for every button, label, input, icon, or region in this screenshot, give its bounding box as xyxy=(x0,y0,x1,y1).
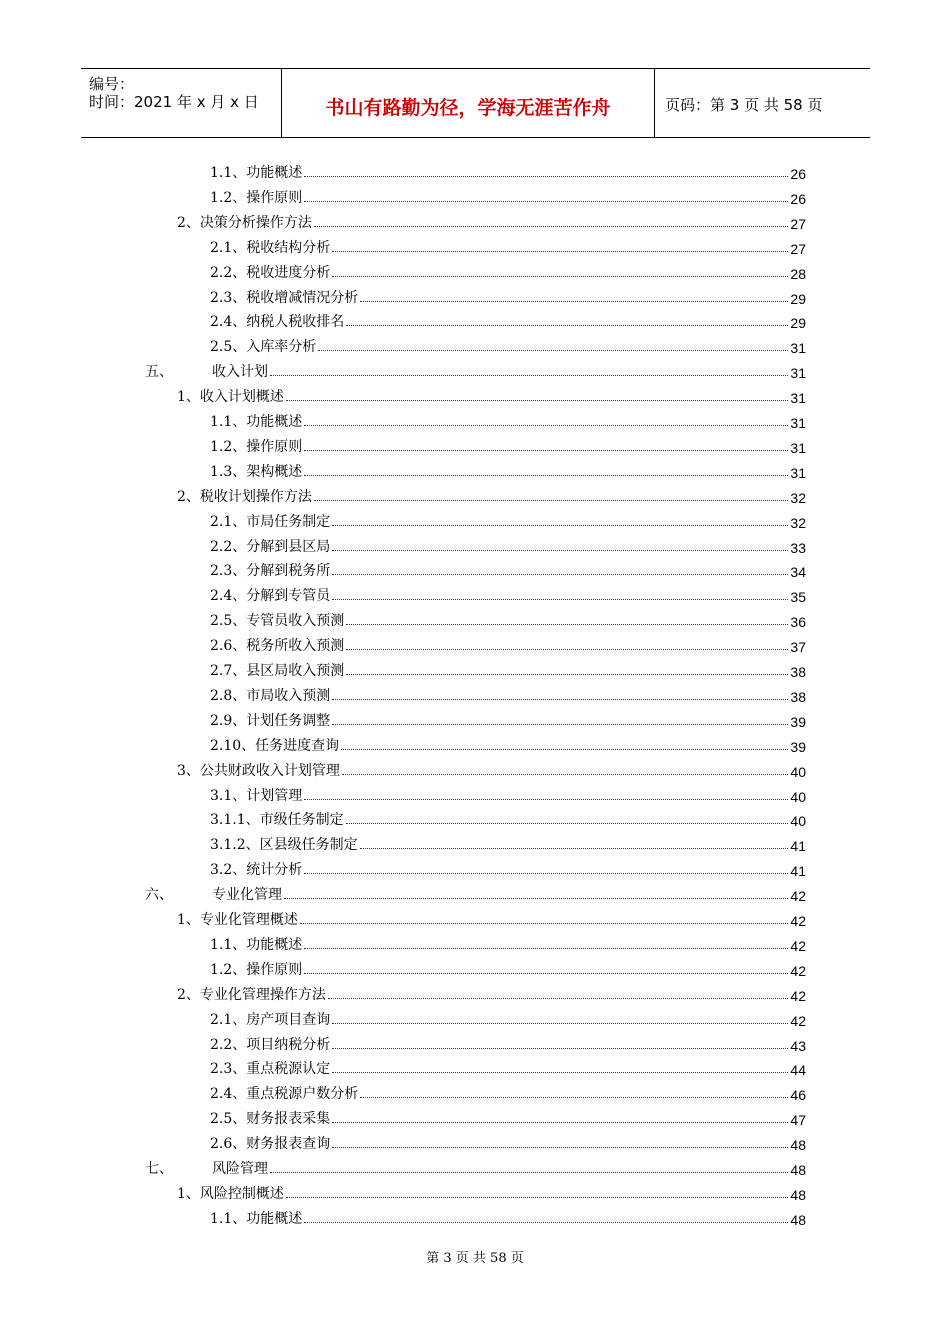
toc-dot-leader xyxy=(332,1023,788,1024)
page-footer: 第 3 页 共 58 页 xyxy=(426,1251,524,1266)
toc-entry[interactable] xyxy=(210,658,806,680)
toc-dot-leader xyxy=(346,624,788,625)
toc-dot-leader xyxy=(304,799,788,800)
toc-dot-leader xyxy=(304,176,788,177)
toc-entry-title: 项目纳税分析 xyxy=(246,1036,331,1053)
toc-entry-number: 1.1、 xyxy=(210,1210,247,1227)
toc-entry-page: 32 xyxy=(790,514,806,531)
toc-entry[interactable] xyxy=(210,1032,806,1054)
toc-entry-title: 税收进度分析 xyxy=(246,264,331,281)
toc-entry-number: 2.7、 xyxy=(210,663,247,679)
toc-entry[interactable] xyxy=(210,185,806,207)
toc-dot-leader xyxy=(332,724,788,725)
toc-entry-title: 财务报表查询 xyxy=(246,1136,331,1153)
toc-entry[interactable] xyxy=(210,509,806,531)
toc-entry-page: 31 xyxy=(790,415,806,431)
toc-dot-leader xyxy=(360,301,788,302)
toc-entry-title: 功能概述 xyxy=(246,1210,303,1227)
header-motto: 书山有路勤为径，学海无涯苦作舟 xyxy=(325,97,611,119)
toc-dot-leader xyxy=(332,276,788,277)
toc-entry[interactable] xyxy=(210,160,806,182)
toc-entry-page: 27 xyxy=(790,215,806,232)
toc-entry-title: 税收计划操作方法 xyxy=(199,488,312,505)
toc-entry[interactable] xyxy=(210,235,806,257)
toc-entry-page: 39 xyxy=(790,713,806,730)
toc-entry[interactable] xyxy=(210,1007,806,1029)
toc-entry-page: 48 xyxy=(790,1137,806,1154)
toc-entry-page: 40 xyxy=(790,763,806,780)
toc-entry-title: 专业化管理 xyxy=(212,887,282,904)
toc-entry[interactable] xyxy=(210,957,806,979)
toc-entry-number: 2.1、 xyxy=(210,513,247,530)
toc-entry-number: 2.10、 xyxy=(210,737,256,754)
toc-entry-number: 1.1、 xyxy=(210,165,247,181)
toc-dot-leader xyxy=(304,475,788,476)
toc-dot-leader xyxy=(332,1048,788,1049)
toc-dot-leader xyxy=(346,325,788,326)
toc-entry-number: 2.5、 xyxy=(210,613,247,630)
toc-entry-title: 功能概述 xyxy=(246,414,303,430)
toc-entry-number: 2.4、 xyxy=(210,314,247,331)
toc-entry-title: 架构概述 xyxy=(246,463,303,480)
toc-entry-title: 决策分析操作方法 xyxy=(199,214,312,231)
toc-entry-page: 44 xyxy=(790,1062,806,1079)
toc-entry-page: 48 xyxy=(790,1211,806,1228)
toc-entry-number: 2.3、 xyxy=(210,1061,247,1078)
toc-entry[interactable] xyxy=(177,384,806,406)
toc-dot-leader xyxy=(314,226,789,227)
toc-entry-number: 1.2、 xyxy=(210,961,247,978)
toc-entry-page: 48 xyxy=(790,1162,806,1178)
toc-entry[interactable] xyxy=(210,434,806,456)
toc-entry-title: 分解到县区局 xyxy=(246,538,331,555)
toc-entry[interactable] xyxy=(177,982,806,1004)
toc-entry[interactable] xyxy=(210,832,806,854)
toc-entry-page: 37 xyxy=(790,639,806,656)
toc-entry-title: 税务所收入预测 xyxy=(246,638,345,655)
toc-entry-title: 分解到税务所 xyxy=(246,563,331,580)
toc-entry[interactable] xyxy=(145,359,806,381)
toc-entry-number: 1.1、 xyxy=(210,414,247,430)
toc-entry-title: 房产项目查询 xyxy=(246,1011,331,1028)
toc-entry-page: 31 xyxy=(790,365,806,382)
toc-entry-title: 县区局收入预测 xyxy=(246,663,345,679)
toc-entry-page: 40 xyxy=(790,813,806,830)
toc-entry-title: 专业化管理操作方法 xyxy=(199,986,326,1003)
toc-dot-leader xyxy=(304,450,788,451)
toc-dot-leader xyxy=(286,1197,789,1198)
toc-dot-leader xyxy=(346,649,788,650)
toc-entry-page: 32 xyxy=(790,489,806,506)
toc-entry[interactable] xyxy=(210,334,806,356)
toc-entry-page: 41 xyxy=(790,863,806,880)
toc-entry-title: 重点税源认定 xyxy=(246,1061,331,1078)
toc-entry[interactable] xyxy=(210,608,806,630)
toc-entry-number: 2.6、 xyxy=(210,638,247,655)
toc-entry-title: 计划管理 xyxy=(246,787,303,804)
toc-entry[interactable] xyxy=(210,857,806,879)
toc-dot-leader xyxy=(284,898,788,899)
toc-entry-page: 43 xyxy=(790,1037,806,1054)
toc-entry-page: 39 xyxy=(790,738,806,755)
toc-entry-page: 31 xyxy=(790,340,806,357)
toc-entry[interactable] xyxy=(210,633,806,655)
toc-dot-leader xyxy=(341,749,788,750)
toc-entry-title: 操作原则 xyxy=(246,961,303,978)
toc-entry[interactable] xyxy=(177,1181,806,1203)
toc-dot-leader xyxy=(304,948,788,949)
toc-entry-title: 市级任务制定 xyxy=(259,812,344,829)
toc-entry-number: 2.3、 xyxy=(210,289,247,306)
toc-entry-page: 38 xyxy=(790,664,806,680)
toc-dot-leader xyxy=(304,425,788,426)
toc-entry-page: 27 xyxy=(790,240,806,257)
toc-entry[interactable] xyxy=(210,807,806,829)
toc-dot-leader xyxy=(328,998,789,999)
toc-entry[interactable] xyxy=(210,1206,806,1228)
toc-entry[interactable] xyxy=(210,1056,806,1078)
toc-entry-page: 34 xyxy=(790,564,806,581)
toc-entry-number: 2.1、 xyxy=(210,239,247,256)
toc-entry-page: 41 xyxy=(790,838,806,855)
toc-entry-number: 1、 xyxy=(177,912,200,928)
toc-entry-title: 操作原则 xyxy=(246,438,303,455)
toc-entry-title: 收入计划 xyxy=(212,364,268,381)
header-motto-cell xyxy=(282,69,655,137)
toc-entry-number: 2、 xyxy=(177,986,200,1003)
toc-entry-number: 2.4、 xyxy=(210,1086,247,1103)
toc-entry[interactable] xyxy=(177,907,806,929)
toc-entry[interactable] xyxy=(210,285,806,307)
toc-entry-number: 1、 xyxy=(177,389,200,406)
toc-entry-title: 市局任务制定 xyxy=(246,513,331,530)
toc-entry-page: 47 xyxy=(790,1112,806,1129)
toc-dot-leader xyxy=(332,1147,788,1148)
toc-entry-number: 2.5、 xyxy=(210,339,247,356)
toc-dot-leader xyxy=(360,848,789,849)
toc-entry-number: 1.2、 xyxy=(210,189,247,206)
toc-entry-page: 42 xyxy=(790,1012,806,1029)
toc-entry-number: 2.9、 xyxy=(210,712,247,729)
toc-entry-number: 七、 xyxy=(145,1161,173,1177)
toc-dot-leader xyxy=(346,674,788,675)
toc-entry-title: 财务报表采集 xyxy=(246,1111,331,1128)
toc-entry-number: 2.8、 xyxy=(210,687,247,704)
toc-entry-title: 公共财政收入计划管理 xyxy=(199,762,340,779)
toc-entry-number: 2.2、 xyxy=(210,538,247,555)
toc-entry-page: 42 xyxy=(790,962,806,979)
toc-dot-leader xyxy=(304,201,788,202)
toc-dot-leader xyxy=(332,599,788,600)
toc-entry-page: 26 xyxy=(790,190,806,207)
toc-entry-number: 3、 xyxy=(177,762,200,779)
toc-entry-page: 42 xyxy=(790,913,806,929)
toc-entry-page: 29 xyxy=(790,290,806,307)
toc-entry-page: 42 xyxy=(790,987,806,1004)
toc-entry-title: 功能概述 xyxy=(246,936,303,953)
toc-entry[interactable] xyxy=(210,558,806,580)
toc-entry-number: 2.1、 xyxy=(210,1011,247,1028)
toc-entry[interactable] xyxy=(177,484,806,506)
toc-entry-title: 任务进度查询 xyxy=(255,737,340,754)
toc-entry-page: 36 xyxy=(790,614,806,631)
toc-entry-number: 2.2、 xyxy=(210,1036,247,1053)
toc-entry-number: 六、 xyxy=(145,887,173,904)
toc-entry-number: 2.5、 xyxy=(210,1111,247,1128)
header-number-label: 编号： xyxy=(89,75,135,93)
toc-entry-title: 重点税源户数分析 xyxy=(246,1086,359,1103)
toc-entry-number: 3.1.1、 xyxy=(210,812,260,829)
toc-dot-leader xyxy=(286,400,789,401)
toc-entry-number: 五、 xyxy=(145,364,173,381)
toc-entry-page: 42 xyxy=(790,888,806,905)
toc-entry-title: 区县级任务制定 xyxy=(259,837,358,854)
toc-dot-leader xyxy=(332,550,788,551)
toc-dot-leader xyxy=(314,500,789,501)
toc-entry-number: 3.2、 xyxy=(210,862,247,879)
toc-entry-page: 38 xyxy=(790,688,806,705)
toc-entry-number: 1.2、 xyxy=(210,438,247,455)
toc-entry-number: 2.3、 xyxy=(210,563,247,580)
toc-entry-page: 48 xyxy=(790,1186,806,1203)
toc-entry-number: 2、 xyxy=(177,488,200,505)
toc-entry-page: 40 xyxy=(790,788,806,805)
toc-dot-leader xyxy=(304,1222,788,1223)
toc-entry-page: 46 xyxy=(790,1087,806,1104)
toc-dot-leader xyxy=(360,1097,788,1098)
toc-entry[interactable] xyxy=(210,932,806,954)
toc-entry-title: 统计分析 xyxy=(246,862,303,879)
toc-entry-number: 2.6、 xyxy=(210,1136,247,1153)
toc-entry[interactable] xyxy=(210,459,806,481)
toc-entry[interactable] xyxy=(210,783,806,805)
toc-entry-number: 3.1.2、 xyxy=(210,837,260,854)
page-header xyxy=(81,68,870,138)
toc-entry[interactable] xyxy=(210,1106,806,1128)
toc-entry-title: 操作原则 xyxy=(246,189,303,206)
header-page-cell xyxy=(655,69,870,137)
toc-entry-number: 1、 xyxy=(177,1185,200,1202)
toc-dot-leader xyxy=(270,375,788,376)
toc-dot-leader xyxy=(342,774,789,775)
toc-entry-title: 专管员收入预测 xyxy=(246,613,345,630)
toc-dot-leader xyxy=(270,1172,788,1173)
toc-entry[interactable] xyxy=(210,733,806,755)
toc-entry[interactable] xyxy=(145,882,806,904)
toc-entry-page: 31 xyxy=(790,439,806,456)
toc-entry-title: 税收结构分析 xyxy=(246,239,331,256)
toc-entry[interactable] xyxy=(210,534,806,556)
toc-entry-number: 3.1、 xyxy=(210,787,247,804)
toc-dot-leader xyxy=(332,1122,788,1123)
header-info-cell xyxy=(81,69,282,137)
toc-entry[interactable] xyxy=(210,409,806,431)
toc-entry-title: 纳税人税收排名 xyxy=(246,314,345,331)
toc-entry-page: 29 xyxy=(790,315,806,332)
toc-entry-title: 功能概述 xyxy=(246,165,303,181)
toc-entry-page: 28 xyxy=(790,265,806,282)
toc-entry-number: 2.4、 xyxy=(210,588,247,605)
toc-entry-title: 专业化管理概述 xyxy=(199,912,298,928)
toc-entry-title: 风险管理 xyxy=(212,1161,268,1177)
toc-dot-leader xyxy=(318,350,788,351)
toc-entry-title: 计划任务调整 xyxy=(246,712,331,729)
toc-entry-page: 35 xyxy=(790,589,806,606)
header-page-info: 页码：第 3 页 共 58 页 xyxy=(665,96,823,114)
toc-entry[interactable] xyxy=(210,583,806,605)
toc-entry[interactable] xyxy=(210,309,806,331)
toc-dot-leader xyxy=(346,823,789,824)
toc-entry-number: 2.2、 xyxy=(210,264,247,281)
toc-entry-number: 2、 xyxy=(177,214,200,231)
toc-entry-title: 收入计划概述 xyxy=(199,389,284,406)
toc-entry[interactable] xyxy=(210,260,806,282)
toc-entry-number: 1.1、 xyxy=(210,936,247,953)
toc-dot-leader xyxy=(304,873,788,874)
toc-entry[interactable] xyxy=(177,210,806,232)
header-time-label: 时间：2021 年 x 月 x 日 xyxy=(89,93,259,111)
toc-entry-page: 31 xyxy=(790,464,806,481)
toc-dot-leader xyxy=(332,574,788,575)
toc-entry-page: 33 xyxy=(790,539,806,556)
toc-entry[interactable] xyxy=(177,758,806,780)
toc-entry-title: 风险控制概述 xyxy=(199,1185,284,1202)
toc-entry-number: 1.3、 xyxy=(210,463,247,480)
toc-entry[interactable] xyxy=(145,1156,806,1178)
toc-entry-page: 26 xyxy=(790,166,806,182)
toc-dot-leader xyxy=(304,973,788,974)
toc-entry-page: 31 xyxy=(790,390,806,407)
toc-dot-leader xyxy=(332,1072,788,1073)
toc-entry-title: 市局收入预测 xyxy=(246,687,331,704)
toc-entry[interactable] xyxy=(210,708,806,730)
toc-dot-leader xyxy=(332,699,788,700)
toc-dot-leader xyxy=(332,251,788,252)
toc-dot-leader xyxy=(300,923,789,924)
toc-entry-title: 入库率分析 xyxy=(246,339,317,356)
toc-dot-leader xyxy=(332,525,788,526)
toc-entry[interactable] xyxy=(210,1081,806,1103)
toc-entry-page: 42 xyxy=(790,937,806,954)
toc-entry[interactable] xyxy=(210,683,806,705)
toc-entry-title: 税收增减情况分析 xyxy=(246,289,359,306)
toc-entry[interactable] xyxy=(210,1131,806,1153)
toc-entry-title: 分解到专管员 xyxy=(246,588,331,605)
